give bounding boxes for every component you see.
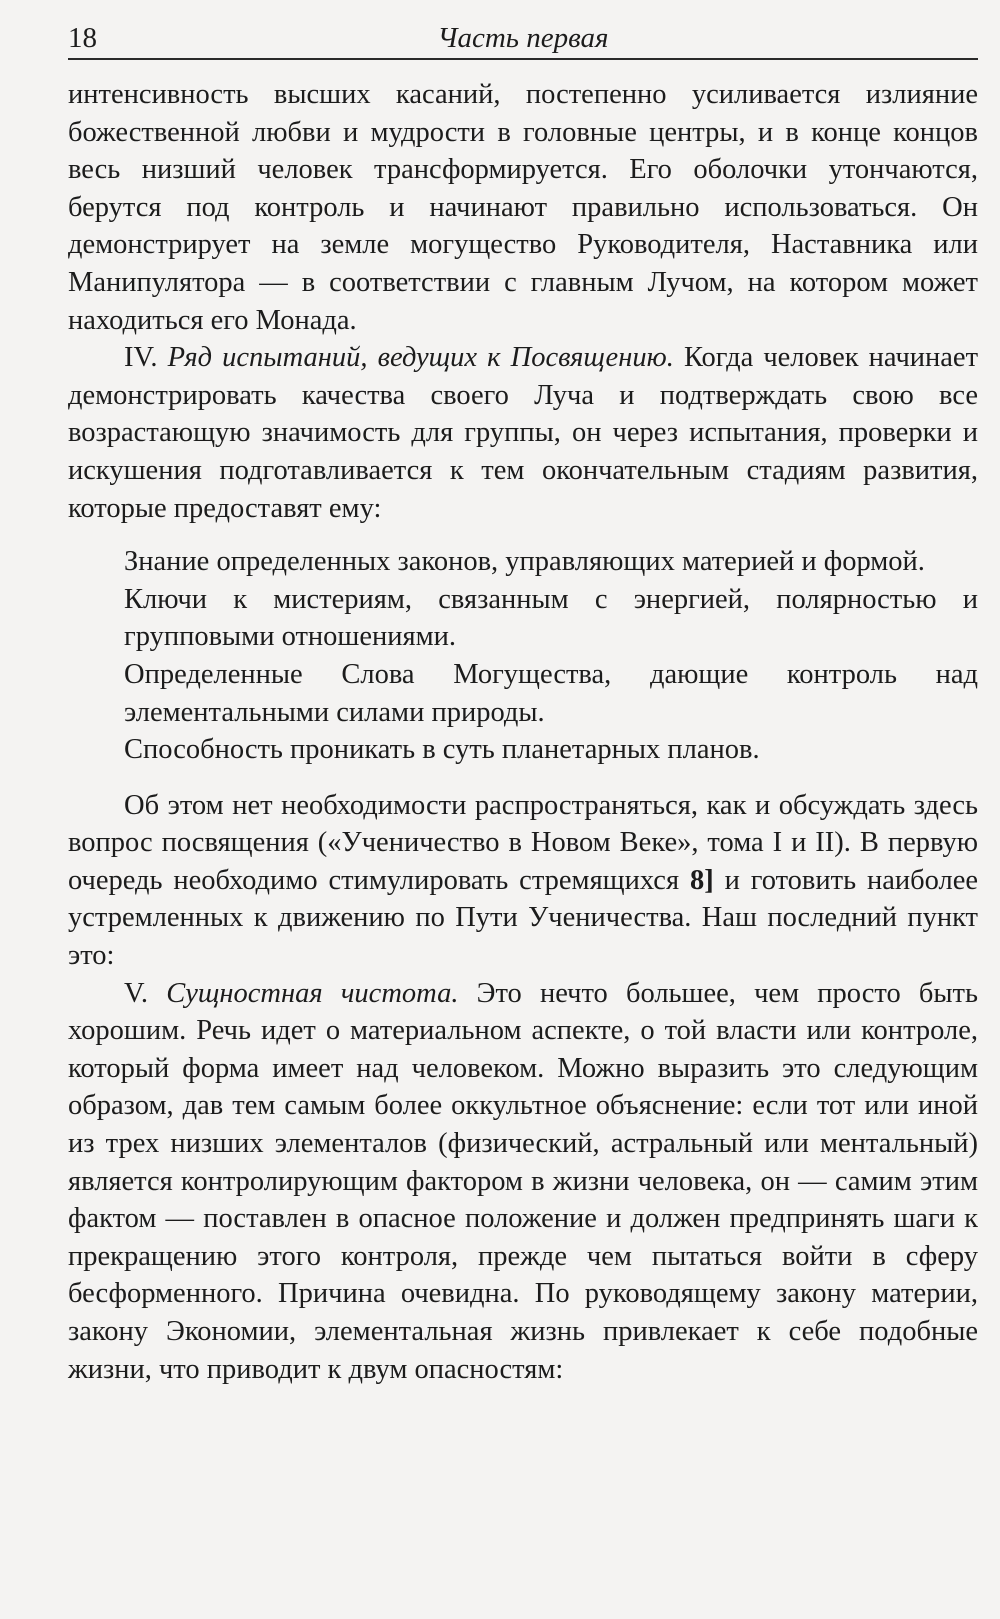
paragraph-4-text: Это нечто большее, чем просто быть хорошим. Речь идет о материальном аспекте, о той власти или контроле, который форма имеет над человеком. Можно выразить это следующим образом, дав тем самым более оккультное объяснение: если тот или иной из трех низших элементалов (физический, астральный или ментальный) является контролирующим фактором в жизни человека, он — самим этим фактом — поставлен в опасное положение и должен предпринять шаги к прекращению этого контроля, прежде чем пытаться войти в сферу бесформенного. Причина очевидна. По руководящему закону материи, закону Экономии, элементальная жизнь привлекает к себе подобные жизни, что приводит к двум опасностям:	[68, 977, 978, 1385]
list-item: Определенные Слова Могущества, дающие контроль над элементальными силами природы.	[124, 658, 978, 728]
page-body	[68, 76, 978, 1388]
list-item: Знание определенных законов, управляющих материей и формой.	[124, 546, 925, 578]
paragraph-3-text-before: Об этом нет необходимости распространяться, как и обсуждать здесь вопрос посвящения («Ученичество в Новом Веке», тома I и II). В первую очередь необходимо стимулировать стремящихся	[68, 789, 978, 896]
page-number: 18	[68, 22, 97, 54]
page-marker: 8]	[689, 864, 714, 896]
paragraph-2	[68, 339, 978, 527]
section-iv-numeral: IV.	[124, 342, 158, 374]
section-iv-heading: Ряд испытаний, ведущих к Посвящению.	[167, 342, 674, 374]
paragraph-2-text: Когда человек начинает демонстрировать качества своего Луча и подтверждать свою все возрастающую значимость для группы, он через испытания, проверки и искушения подготавливается к тем окончательным стадиям развития, которые предоставят ему:	[68, 342, 979, 524]
paragraph-1-text: интенсивность высших касаний, постепенно усиливается излияние божественной любви и мудрости в головные центры, и в конце концов весь низший человек трансформируется. Его оболочки утончаются, берутся под контроль и начинают правильно использоваться. Он демонстрирует на земле могущество Руководителя, Наставника или Манипулятора — в соответствии с главным Лучом, на котором может находиться его Монада.	[68, 79, 978, 336]
paragraph-3	[68, 787, 978, 975]
indented-list	[124, 543, 978, 769]
paragraph-1	[68, 76, 978, 339]
paragraph-3-text-after: и готовить наиболее устремленных к движению по Пути Ученичества. Наш последний пункт это:	[68, 864, 979, 972]
running-title: Часть первая	[437, 22, 609, 54]
paragraph-4	[68, 975, 978, 1389]
book-page	[68, 18, 978, 1388]
list-item: Способность проникать в суть планетарных планов.	[124, 734, 760, 766]
list-item: Ключи к мистериям, связанным с энергией, полярностью и групповыми отношениями.	[124, 583, 978, 653]
section-v-numeral: V.	[124, 977, 149, 1009]
section-v-heading: Сущностная чистота.	[166, 977, 459, 1009]
page-header	[68, 18, 978, 60]
